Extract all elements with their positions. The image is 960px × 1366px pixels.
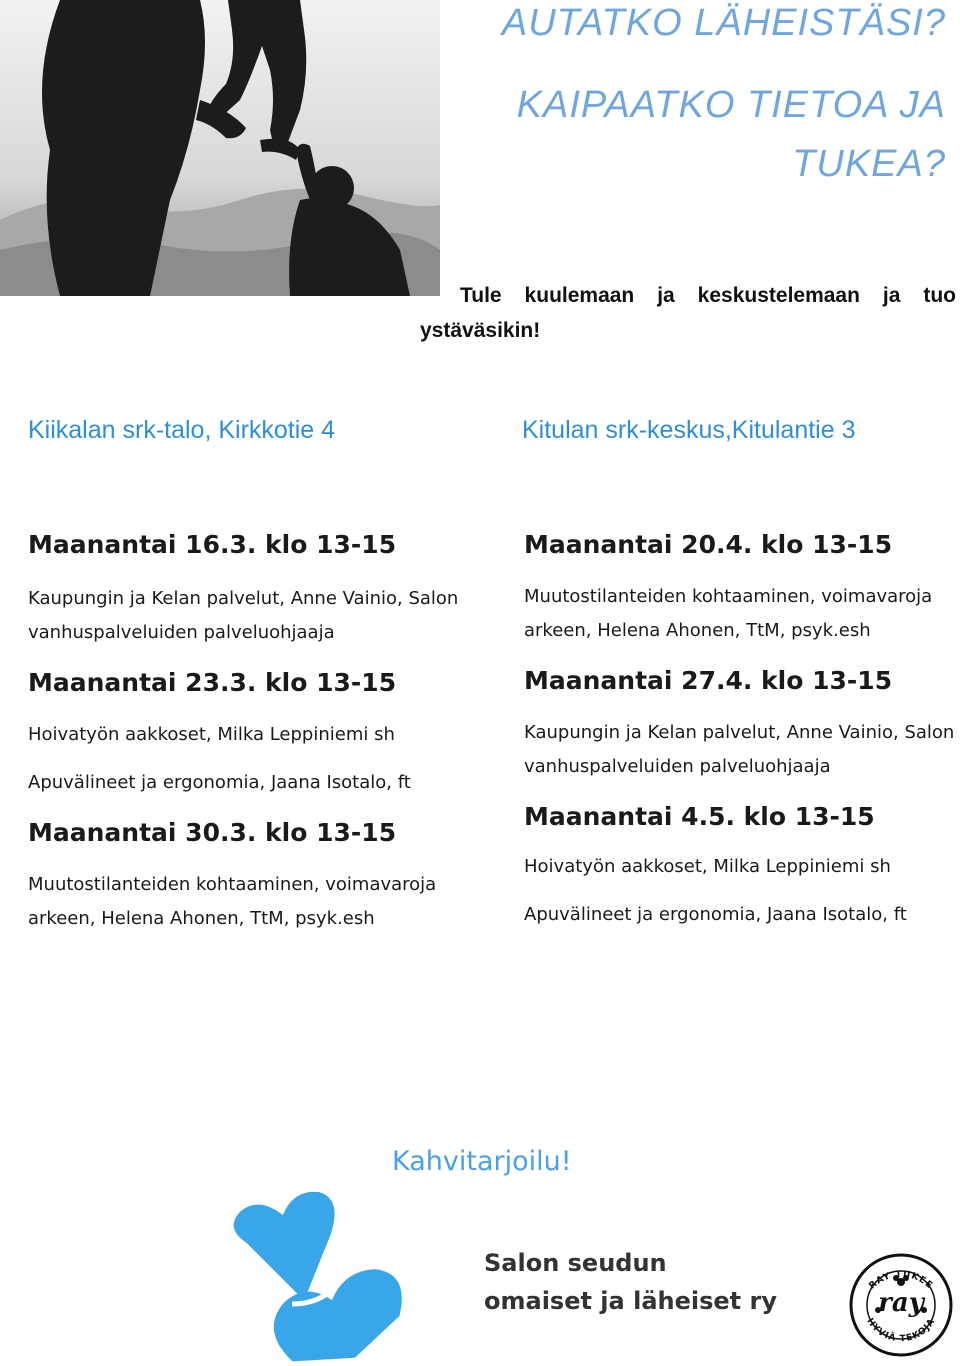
headline-line-1: AUTATKO LÄHEISTÄSI? (501, 2, 946, 44)
session-topic: Hoivatyön aakkoset, Milka Leppiniemi sh (524, 856, 891, 877)
session-topic: Hoivatyön aakkoset, Milka Leppiniemi sh (28, 724, 395, 745)
adult-child-silhouette-image (0, 0, 440, 296)
session-date: Maanantai 27.4. klo 13-15 (524, 666, 893, 695)
venue-left: Kiikalan srk-talo, Kirkkotie 4 (28, 416, 336, 444)
session-date: Maanantai 30.3. klo 13-15 (28, 818, 397, 847)
session-date: Maanantai 20.4. klo 13-15 (524, 530, 893, 559)
venue-right: Kitulan srk-keskus,Kitulantie 3 (522, 416, 856, 444)
ray-wordmark: ray (878, 1288, 924, 1318)
seal-top-text: RAY TUKEE (867, 1269, 935, 1292)
session-topic: Kaupungin ja Kelan palvelut, Anne Vainio, Salon vanhuspalveluiden palveluohjaaja (28, 588, 459, 643)
session-date: Maanantai 16.3. klo 13-15 (28, 530, 397, 559)
session-topic: Kaupungin ja Kelan palvelut, Anne Vainio, Salon vanhuspalveluiden palveluohjaaja (524, 722, 955, 777)
session-date: Maanantai 4.5. klo 13-15 (524, 802, 875, 831)
session-topic: Muutostilanteiden kohtaaminen, voimavaroja arkeen, Helena Ahonen, TtM, psyk.esh (28, 874, 437, 929)
left-schedule (28, 528, 464, 936)
hearts-logo-icon (222, 1192, 482, 1362)
invitation-text: Tule kuulemaan ja keskustelemaan ja tuo ystäväsikin! (420, 284, 956, 342)
session-date: Maanantai 23.3. klo 13-15 (28, 668, 397, 697)
session-topic: Apuvälineet ja ergonomia, Jaana Isotalo, ft (28, 772, 411, 793)
organization-name-line-1: Salon seudun (484, 1249, 667, 1277)
right-schedule (524, 528, 960, 932)
coffee-note: Kahvitarjoilu! (392, 1146, 572, 1177)
seal-bottom-text: HYVIÄ TEKOJA (864, 1316, 938, 1345)
session-topic: Muutostilanteiden kohtaaminen, voimavaroja arkeen, Helena Ahonen, TtM, psyk.esh (524, 586, 933, 641)
ray-seal-logo (848, 1252, 954, 1358)
headline-line-3: TUKEA? (792, 143, 946, 185)
organization-name (484, 1244, 777, 1320)
session-topic: Apuvälineet ja ergonomia, Jaana Isotalo, ft (524, 904, 907, 925)
header-photo (0, 0, 440, 296)
organization-name-line-2: omaiset ja läheiset ry (484, 1287, 777, 1315)
headline-line-2: KAIPAATKO TIETOA JA (516, 84, 946, 126)
